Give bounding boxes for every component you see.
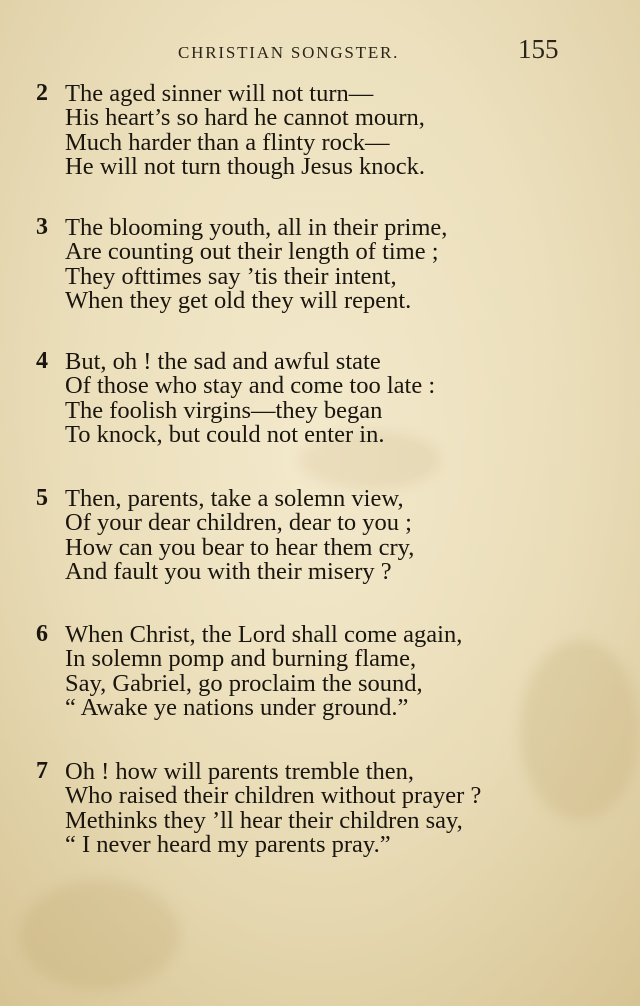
verse-line: How can you bear to hear them cry, [65, 534, 415, 561]
verse-line: The aged sinner will not turn— [65, 80, 374, 107]
verse-line: The foolish virgins—they began [65, 397, 383, 424]
verse-line: When Christ, the Lord shall come again, [65, 621, 463, 648]
stanza-number: 2 [36, 80, 48, 106]
stanza-number: 7 [36, 758, 48, 784]
paper-stain [20, 880, 180, 990]
running-title: CHRISTIAN SONGSTER. [178, 43, 400, 62]
verse-line: Then, parents, take a solemn view, [65, 485, 404, 512]
verse-line: When they get old they will repent. [65, 287, 412, 314]
stanza-number: 3 [36, 214, 48, 240]
verse-line: Oh ! how will parents tremble then, [65, 758, 415, 785]
verse-line: Of those who stay and come too late : [65, 372, 436, 399]
verse-line: Much harder than a flinty rock— [65, 129, 390, 156]
paper-stain [520, 640, 640, 820]
verse-line: Who raised their children without prayer ? [65, 782, 482, 809]
stanza-number: 4 [36, 348, 48, 374]
verse-line: His heart’s so hard he cannot mourn, [65, 104, 425, 131]
stanza-number: 5 [36, 485, 48, 511]
verse-line: “ I never heard my parents pray.” [65, 831, 391, 858]
verse-line: The blooming youth, all in their prime, [65, 214, 448, 241]
verse-line: In solemn pomp and burning flame, [65, 645, 417, 672]
stanza-number: 6 [36, 621, 48, 647]
verse-line: Say, Gabriel, go proclaim the sound, [65, 670, 423, 697]
verse-line: He will not turn though Jesus knock. [65, 153, 425, 180]
verse-line: But, oh ! the sad and awful state [65, 348, 381, 375]
verse-line: Are counting out their length of time ; [65, 238, 439, 265]
verse-line: They ofttimes say ’tis their intent, [65, 263, 397, 290]
verse-line: To knock, but could not enter in. [65, 421, 385, 448]
page-number: 155 [518, 34, 559, 64]
verse-line: Of your dear children, dear to you ; [65, 509, 412, 536]
verse-line: And fault you with their misery ? [65, 558, 392, 585]
verse-line: Methinks they ’ll hear their children say, [65, 807, 463, 834]
page-header [0, 34, 640, 66]
verse-line: “ Awake ye nations under ground.” [65, 694, 409, 721]
